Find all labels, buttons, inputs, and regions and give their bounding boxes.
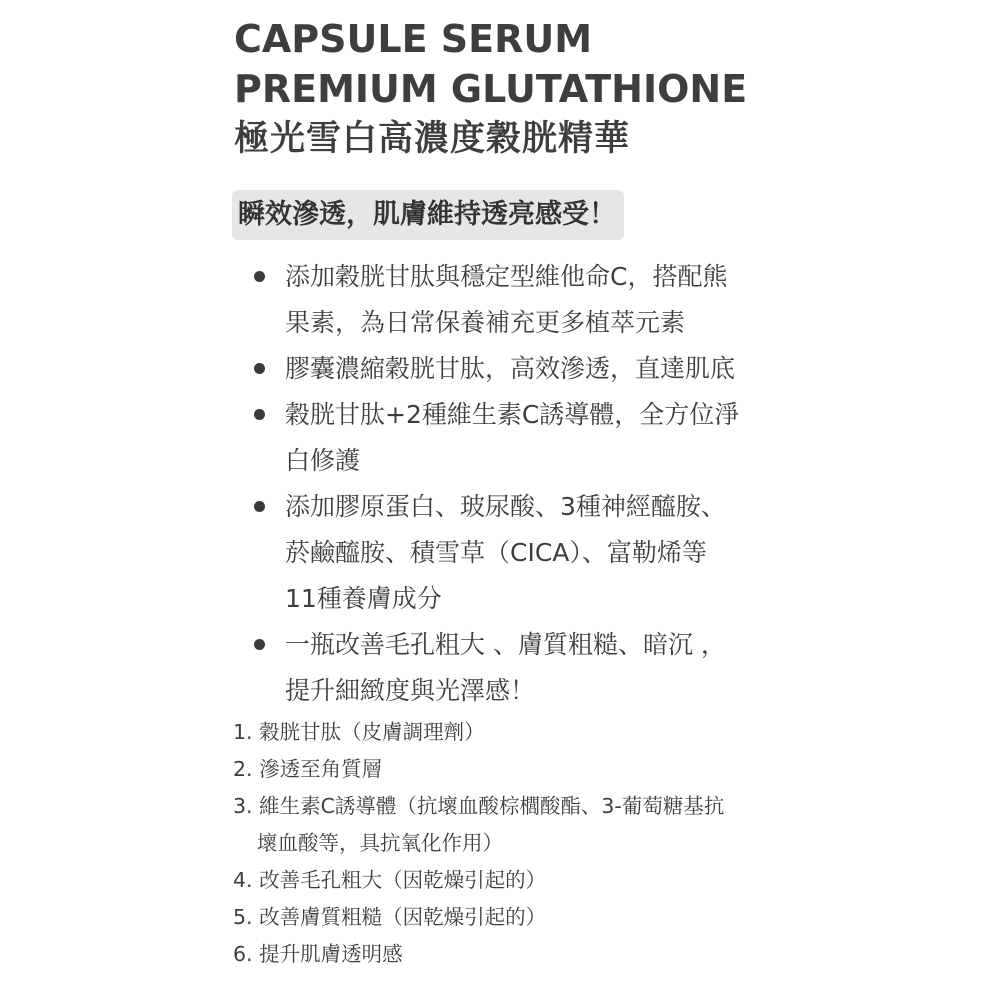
numbered-item-text: 2. 滲透至角質層: [233, 757, 383, 781]
bullet-text-line: 添加穀胱甘肽與穩定型維他命C，搭配熊: [285, 262, 728, 291]
bullet-text-line: 白修護: [285, 446, 361, 475]
numbered-item-text: 4. 改善毛孔粗大（因乾燥引起的）: [233, 868, 547, 892]
product-title: [234, 14, 954, 164]
numbered-item-text: 3. 維生素C誘導體（抗壞血酸棕櫚酸酯、3-葡萄糖基抗: [233, 794, 725, 818]
feature-bullet-item: [254, 484, 894, 622]
bullet-dot-icon: [254, 271, 265, 282]
numbered-item-text: 5. 改善膚質粗糙（因乾燥引起的）: [233, 905, 547, 929]
feature-bullet-item: [254, 392, 894, 484]
numbered-list-item: [233, 899, 873, 936]
feature-bullet-item: [254, 622, 894, 714]
ingredient-numbered-list: [233, 714, 873, 973]
bullet-text-line: 穀胱甘肽+2種維生素C誘導體，全方位淨: [285, 400, 740, 429]
feature-bullet-list: [254, 254, 894, 714]
bullet-text-line: 一瓶改善毛孔粗大 、膚質粗糙、暗沉 ，: [285, 630, 726, 659]
numbered-item-text: 1. 穀胱甘肽（皮膚調理劑）: [233, 720, 485, 744]
bullet-dot-icon: [254, 639, 265, 650]
bullet-dot-icon: [254, 501, 265, 512]
feature-bullet-item: [254, 346, 894, 392]
bullet-text-line: 添加膠原蛋白、玻尿酸、3種神經醯胺、: [285, 492, 726, 521]
feature-bullet-item: [254, 254, 894, 346]
numbered-list-item: [233, 862, 873, 899]
numbered-list-item: [233, 788, 873, 862]
bullet-dot-icon: [254, 409, 265, 420]
bullet-dot-icon: [254, 363, 265, 374]
bullet-text-line: 菸鹼醯胺、積雪草（CICA）、富勒烯等: [285, 538, 707, 567]
bullet-text-line: 提升細緻度與光澤感！: [285, 676, 536, 705]
bullet-text-line: 11種養膚成分: [285, 584, 442, 613]
highlight-tagline: 瞬效滲透，肌膚維持透亮感受！: [232, 190, 624, 240]
title-line-english-2: PREMIUM GLUTATHIONE: [234, 67, 748, 111]
title-line-english-1: CAPSULE SERUM: [234, 17, 593, 61]
title-line-chinese: 極光雪白高濃度穀胱精華: [234, 119, 631, 159]
numbered-list-item: [233, 936, 873, 973]
numbered-item-text-continued: 壞血酸等，具抗氧化作用）: [257, 831, 503, 855]
numbered-item-text: 6. 提升肌膚透明感: [233, 942, 403, 966]
bullet-text-line: 膠囊濃縮穀胱甘肽，高效滲透，直達肌底: [285, 354, 736, 383]
numbered-list-item: [233, 751, 873, 788]
numbered-list-item: [233, 714, 873, 751]
bullet-text-line: 果素，為日常保養補充更多植萃元素: [285, 308, 686, 337]
